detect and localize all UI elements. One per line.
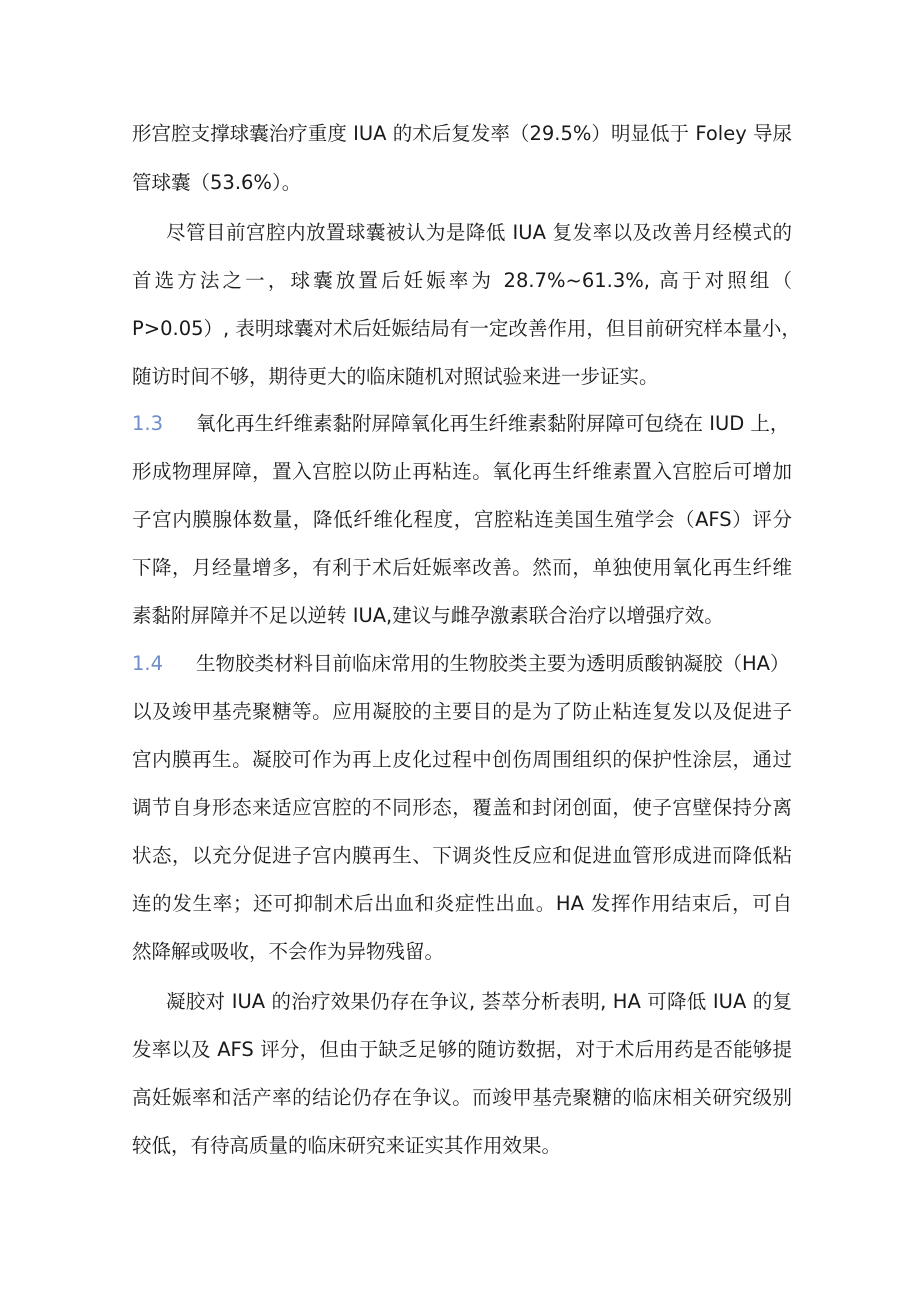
paragraph-line: 管球囊（53.6%）。 [132,171,302,194]
paragraph-line: 随访时间不够，期待更大的临床随机对照试验来进一步证实。 [132,365,659,388]
paragraph-line: 素黏附屏障并不足以逆转 IUA,建议与雌孕激素联合治疗以增强疗效。 [132,604,724,627]
section-text: 生物胶类材料目前临床常用的生物胶类主要为透明质酸钠凝胶（HA） [196,652,790,675]
paragraph-line: 调节自身形态来适应宫腔的不同形态，覆盖和封闭创面，使子宫壁保持分离 [132,796,792,819]
paragraph-line: 发率以及 AFS 评分，但由于缺乏足够的随访数据，对于术后用药是否能够提 [132,1038,792,1061]
paragraph-line: 凝胶对 IUA 的治疗效果仍存在争议, 荟萃分析表明, HA 可降低 IUA 的复 [166,990,792,1013]
paragraph-line: 首选方法之一，球囊放置后妊娠率为 28.7%~61.3%, 高于对照组（ [132,269,792,292]
paragraph-line: 下降，月经量增多，有利于术后妊娠率改善。然而，单独使用氧化再生纤维 [132,556,792,579]
paragraph-line: 以及竣甲基壳聚糖等。应用凝胶的主要目的是为了防止粘连复发以及促进子 [132,700,792,723]
paragraph-line: 子宫内膜腺体数量，降低纤维化程度，宫腔粘连美国生殖学会（AFS）评分 [132,508,792,531]
paragraph-line: P>0.05）, 表明球囊对术后妊娠结局有一定改善作用，但目前研究样本量小， [132,317,801,340]
section-number: 1.3 [132,412,164,435]
paragraph-line: 较低，有待高质量的临床研究来证实其作用效果。 [132,1134,562,1157]
paragraph-line: 高妊娠率和活产率的结论仍存在争议。而竣甲基壳聚糖的临床相关研究级别 [132,1086,792,1109]
section-heading-line [132,404,792,444]
section-number: 1.4 [132,652,164,675]
section-text: 氧化再生纤维素黏附屏障氧化再生纤维素黏附屏障可包绕在 IUD 上， [196,412,790,435]
paragraph-line: 形成物理屏障，置入宫腔以防止再粘连。氧化再生纤维素置入宫腔后可增加 [132,460,792,483]
paragraph-line: 尽管目前宫腔内放置球囊被认为是降低 IUA 复发率以及改善月经模式的 [166,221,792,244]
paragraph-line: 形宫腔支撑球囊治疗重度 IUA 的术后复发率（29.5%）明显低于 Foley 导尿 [132,122,792,145]
section-heading-line [132,644,792,684]
paragraph-line: 状态，以充分促进子宫内膜再生、下调炎性反应和促进血管形成进而降低粘 [132,844,792,867]
paragraph-line: 宫内膜再生。凝胶可作为再上皮化过程中创伤周围组织的保护性涂层，通过 [132,748,792,771]
paragraph-line: 然降解或吸收，不会作为异物残留。 [132,940,445,963]
paragraph-line: 连的发生率；还可抑制术后出血和炎症性出血。HA 发挥作用结束后，可自 [132,892,792,915]
